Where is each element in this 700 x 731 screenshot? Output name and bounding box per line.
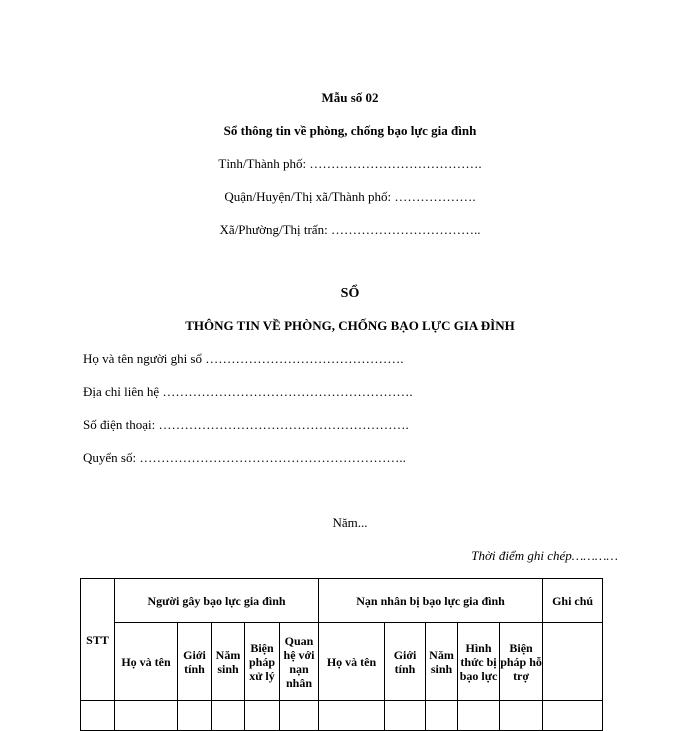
book-subtitle: THÔNG TIN VỀ PHÒNG, CHỐNG BẠO LỰC GIA ĐÌNH xyxy=(185,318,515,333)
province-field: Tỉnh/Thành phố: …………………………………. xyxy=(218,156,482,171)
perpetrator-group-header: Người gây bạo lực gia đình xyxy=(115,579,319,623)
recorder-field: Họ và tên người ghi sổ ………………………………………. xyxy=(83,351,404,366)
victim-gender-header: Giới tính xyxy=(385,623,426,701)
table-cell xyxy=(245,701,280,731)
table-cell xyxy=(500,701,543,731)
table-cell xyxy=(81,701,115,731)
victim-violence-form-header: Hình thức bị bạo lực xyxy=(458,623,500,701)
record-time-field: Thời điểm ghi chép………… xyxy=(471,548,618,563)
perpetrator-birth-year-header: Năm sinh xyxy=(212,623,245,701)
perpetrator-measure-header: Biện pháp xử lý xyxy=(245,623,280,701)
note-empty-cell xyxy=(543,623,603,701)
note-header: Ghi chú xyxy=(543,579,603,623)
perpetrator-name-header: Họ và tên xyxy=(115,623,178,701)
perpetrator-relation-header: Quan hệ với nạn nhân xyxy=(280,623,319,701)
stt-header: STT xyxy=(81,579,115,701)
victim-support-header: Biện pháp hỗ trợ xyxy=(500,623,543,701)
table-cell xyxy=(280,701,319,731)
victim-group-header: Nạn nhân bị bạo lực gia đình xyxy=(319,579,543,623)
table-cell xyxy=(385,701,426,731)
table-row xyxy=(81,701,603,731)
district-field: Quận/Huyện/Thị xã/Thành phố: ………………. xyxy=(224,189,476,204)
table-cell xyxy=(458,701,500,731)
records-table xyxy=(80,578,603,731)
table-cell xyxy=(212,701,245,731)
commune-field: Xã/Phường/Thị trấn: …………………………….. xyxy=(219,222,481,237)
year-field: Năm... xyxy=(332,515,368,530)
book-title: SỔ xyxy=(340,286,360,301)
table-cell xyxy=(115,701,178,731)
address-field: Địa chỉ liên hệ …………………………………………………. xyxy=(83,384,413,399)
perpetrator-gender-header: Giới tính xyxy=(178,623,212,701)
table-cell xyxy=(178,701,212,731)
table-cell xyxy=(319,701,385,731)
volume-field: Quyển số: …………………………………………………….. xyxy=(83,450,406,465)
phone-field: Số điện thoại: …………………………………………………. xyxy=(83,417,409,432)
victim-name-header: Họ và tên xyxy=(319,623,385,701)
form-title: Sổ thông tin về phòng, chống bạo lực gia đình xyxy=(223,123,477,138)
table-cell xyxy=(543,701,603,731)
form-number: Mẫu số 02 xyxy=(321,90,379,105)
table-cell xyxy=(426,701,458,731)
victim-birth-year-header: Năm sinh xyxy=(426,623,458,701)
